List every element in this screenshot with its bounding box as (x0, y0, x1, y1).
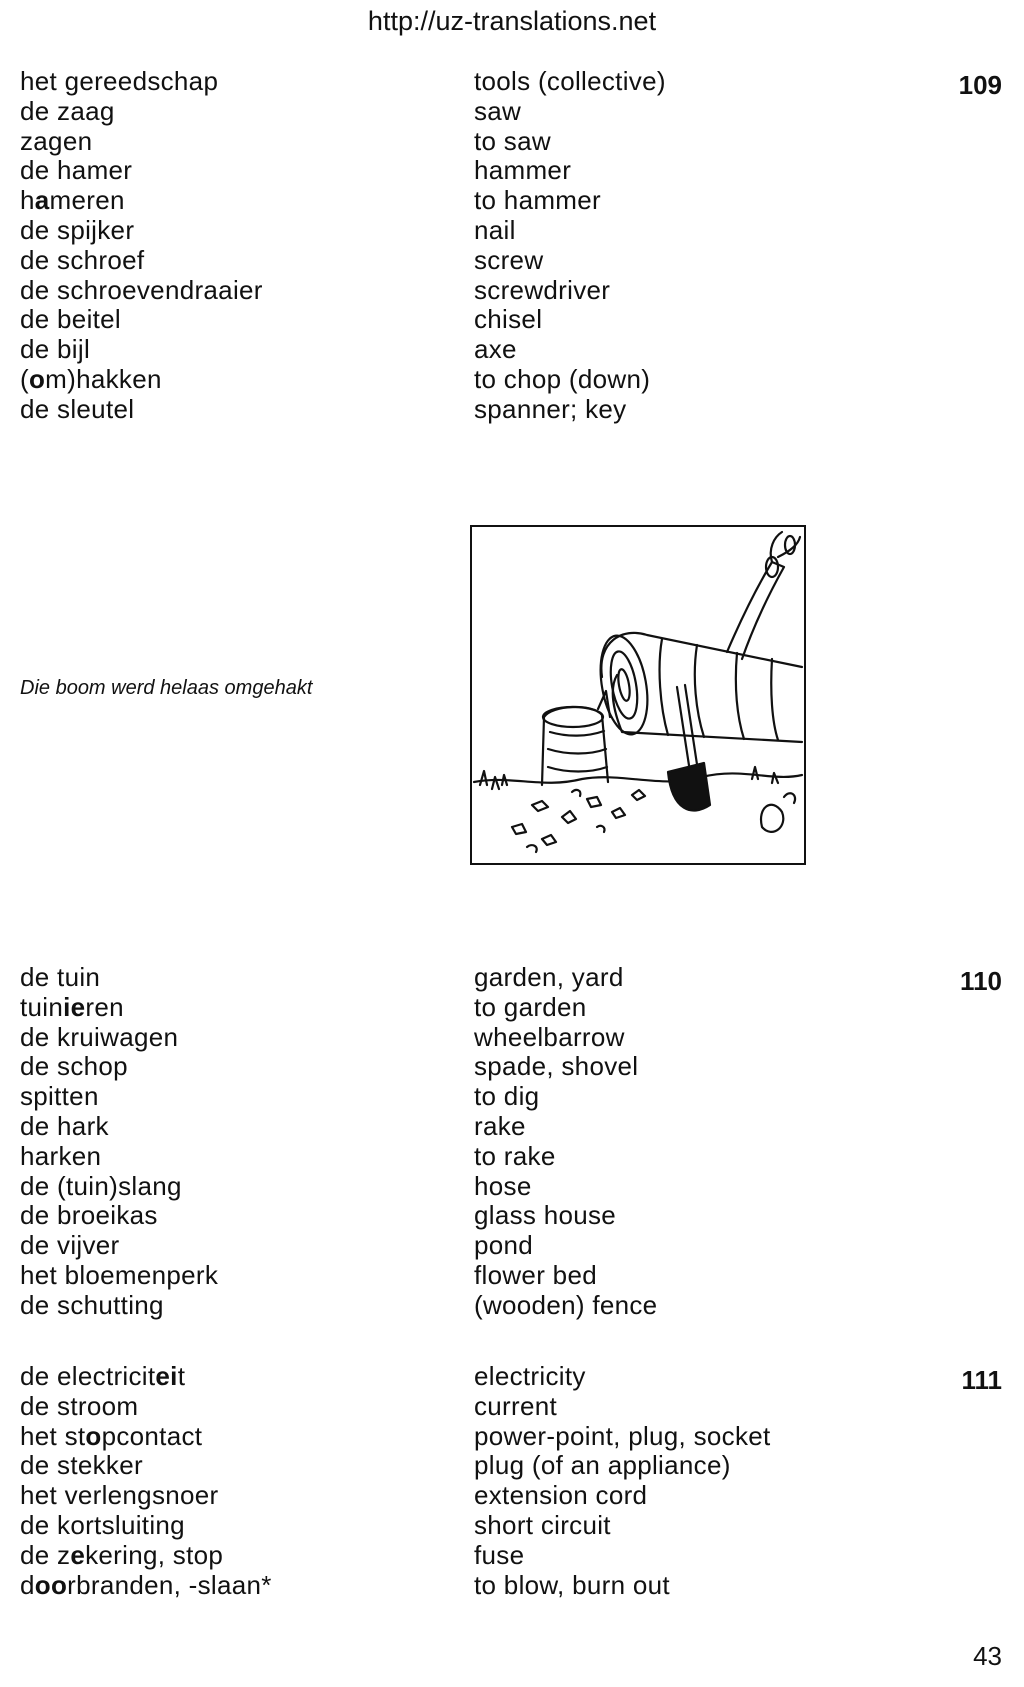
term-part: de schroevendraaier (20, 274, 263, 305)
vocab-row (0, 1510, 1024, 1540)
term-part: kering, stop (85, 1539, 224, 1570)
english-translation: (wooden) fence (474, 1289, 658, 1320)
section-number: 109 (958, 70, 1002, 100)
english-translation: pond (474, 1230, 534, 1261)
term-part: de tuin (20, 962, 101, 992)
vocab-row (0, 275, 1024, 305)
dutch-term (20, 66, 218, 97)
term-part: t (177, 1361, 186, 1391)
dutch-term (20, 1421, 202, 1452)
term-part: de spijker (20, 215, 135, 245)
dutch-term (20, 1200, 158, 1231)
dutch-term (20, 126, 92, 157)
stressed-syllable: o (28, 364, 46, 394)
term-part: het gereedschap (20, 66, 219, 96)
vocab-row (0, 1111, 1024, 1141)
dutch-term (20, 394, 134, 425)
vocab-row (0, 1480, 1024, 1510)
english-translation: axe (474, 334, 517, 365)
term-part: ( (20, 364, 29, 394)
dutch-term (20, 1480, 218, 1511)
term-part: de broeikas (20, 1200, 158, 1231)
english-translation: to garden (474, 991, 587, 1022)
dutch-term (20, 1230, 120, 1261)
english-translation: electricity (474, 1361, 586, 1391)
felled-tree-with-axe-icon (470, 525, 806, 865)
term-part: tuin (20, 991, 64, 1022)
vocab-row (0, 304, 1024, 334)
dutch-term (20, 275, 263, 306)
term-part: meren (49, 185, 125, 216)
term-part: de (tuin)slang (20, 1170, 182, 1201)
term-part: het bloemenperk (20, 1260, 219, 1290)
dutch-term (20, 155, 132, 186)
english-translation: screwdriver (474, 274, 611, 305)
english-translation: current (474, 1390, 558, 1421)
stressed-syllable: ei (155, 1361, 178, 1391)
dutch-term (20, 364, 162, 395)
term-part: ren (85, 991, 124, 1022)
english-translation: garden, yard (474, 962, 624, 992)
page-number: 43 (973, 1641, 1002, 1671)
term-part: harken (20, 1140, 102, 1171)
dutch-term (20, 1051, 128, 1082)
dutch-term (20, 962, 100, 993)
english-translation: screw (474, 244, 544, 275)
vocab-row (0, 1421, 1024, 1451)
vocab-row (0, 992, 1024, 1022)
vocab-row (0, 66, 1024, 96)
term-part: zagen (20, 125, 93, 156)
vocab-row (0, 1391, 1024, 1421)
term-part: het verlengsnoer (20, 1480, 219, 1511)
term-part: h (20, 185, 35, 216)
dutch-term (20, 334, 90, 365)
stressed-syllable: ie (63, 991, 86, 1022)
english-translation: wheelbarrow (474, 1021, 625, 1052)
dutch-term (20, 245, 144, 276)
english-translation: chisel (474, 304, 543, 335)
term-part: de bijl (20, 334, 91, 365)
vocab-row (0, 364, 1024, 394)
vocab-row (0, 1022, 1024, 1052)
dutch-term (20, 1081, 99, 1112)
dutch-term (20, 1540, 223, 1571)
dutch-term (20, 1391, 138, 1422)
dutch-term (20, 1111, 109, 1142)
english-translation: fuse (474, 1539, 525, 1570)
english-translation: to rake (474, 1140, 556, 1171)
term-part: d (20, 1569, 35, 1600)
english-translation: short circuit (474, 1510, 611, 1540)
english-translation: extension cord (474, 1480, 648, 1511)
dutch-term (20, 96, 115, 127)
english-translation: tools (collective) (474, 66, 666, 96)
term-part: de kruiwagen (20, 1021, 179, 1052)
english-translation: plug (of an appliance) (474, 1450, 731, 1481)
vocab-row (0, 1570, 1024, 1600)
dutch-term (20, 1450, 143, 1481)
dutch-term (20, 1260, 218, 1291)
vocab-row (0, 126, 1024, 156)
vocab-row (0, 1051, 1024, 1081)
dutch-term (20, 1361, 185, 1392)
vocab-row (0, 1540, 1024, 1570)
dutch-term (20, 1570, 272, 1601)
english-translation: flower bed (474, 1260, 597, 1290)
vocab-row (0, 1290, 1024, 1320)
term-part: de sleutel (20, 393, 135, 424)
dutch-term (20, 1290, 164, 1321)
dutch-term (20, 185, 125, 216)
term-part: m)hakken (45, 364, 162, 394)
term-part: de stroom (20, 1390, 139, 1421)
vocab-row (0, 1081, 1024, 1111)
term-part: de schroef (20, 244, 145, 275)
vocab-row (0, 1200, 1024, 1230)
vocab-row (0, 96, 1024, 126)
dutch-term (20, 215, 134, 246)
illustration-caption: Die boom werd helaas omgehakt (20, 677, 313, 699)
stressed-syllable: e (70, 1539, 86, 1570)
vocab-row (0, 215, 1024, 245)
vocab-row (0, 1260, 1024, 1290)
vocab-row (0, 394, 1024, 424)
dutch-term (20, 1171, 182, 1202)
vocab-row (0, 1230, 1024, 1260)
english-translation: to saw (474, 125, 551, 156)
term-part: de beitel (20, 304, 121, 335)
english-translation: glass house (474, 1200, 617, 1231)
vocab-row (0, 334, 1024, 364)
dutch-term (20, 992, 124, 1023)
term-part: de stekker (20, 1450, 143, 1481)
english-translation: rake (474, 1111, 526, 1141)
term-part: de schutting (20, 1289, 164, 1320)
term-part: de zaag (20, 95, 115, 126)
english-translation: to dig (474, 1081, 540, 1112)
vocab-row (0, 962, 1024, 992)
english-translation: spanner; key (474, 393, 627, 424)
term-part: rbranden, -slaan* (67, 1569, 272, 1600)
term-part: de schop (20, 1051, 128, 1082)
english-translation: saw (474, 95, 522, 126)
vocab-row (0, 185, 1024, 215)
vocab-row (0, 1361, 1024, 1391)
english-translation: hammer (474, 155, 572, 186)
term-part: de hamer (20, 155, 133, 186)
english-translation: to hammer (474, 185, 601, 216)
term-part: de vijver (20, 1230, 120, 1261)
english-translation: to blow, burn out (474, 1569, 670, 1600)
english-translation: spade, shovel (474, 1051, 639, 1082)
vocab-row (0, 1450, 1024, 1480)
stressed-syllable: a (34, 185, 50, 216)
section-number: 111 (961, 1365, 1002, 1395)
dutch-term (20, 1141, 101, 1172)
section-number: 110 (960, 966, 1002, 996)
dutch-term (20, 1510, 185, 1541)
english-translation: nail (474, 215, 516, 245)
english-translation: power-point, plug, socket (474, 1420, 771, 1451)
term-part: de electricit (20, 1361, 156, 1391)
dutch-term (20, 304, 121, 335)
term-part: de z (20, 1539, 71, 1570)
term-part: het st (20, 1420, 86, 1451)
term-part: de hark (20, 1111, 109, 1141)
source-url: http://uz-translations.net (367, 6, 657, 36)
english-translation: hose (474, 1170, 532, 1201)
term-part: spitten (20, 1081, 99, 1112)
term-part: pcontact (101, 1420, 203, 1451)
english-translation: to chop (down) (474, 364, 651, 394)
term-part: de kortsluiting (20, 1510, 185, 1540)
vocab-row (0, 155, 1024, 185)
stressed-syllable: o (85, 1420, 102, 1451)
stressed-syllable: oo (34, 1569, 68, 1600)
vocab-row (0, 245, 1024, 275)
dutch-term (20, 1022, 178, 1053)
vocab-row (0, 1141, 1024, 1171)
vocab-row (0, 1171, 1024, 1201)
